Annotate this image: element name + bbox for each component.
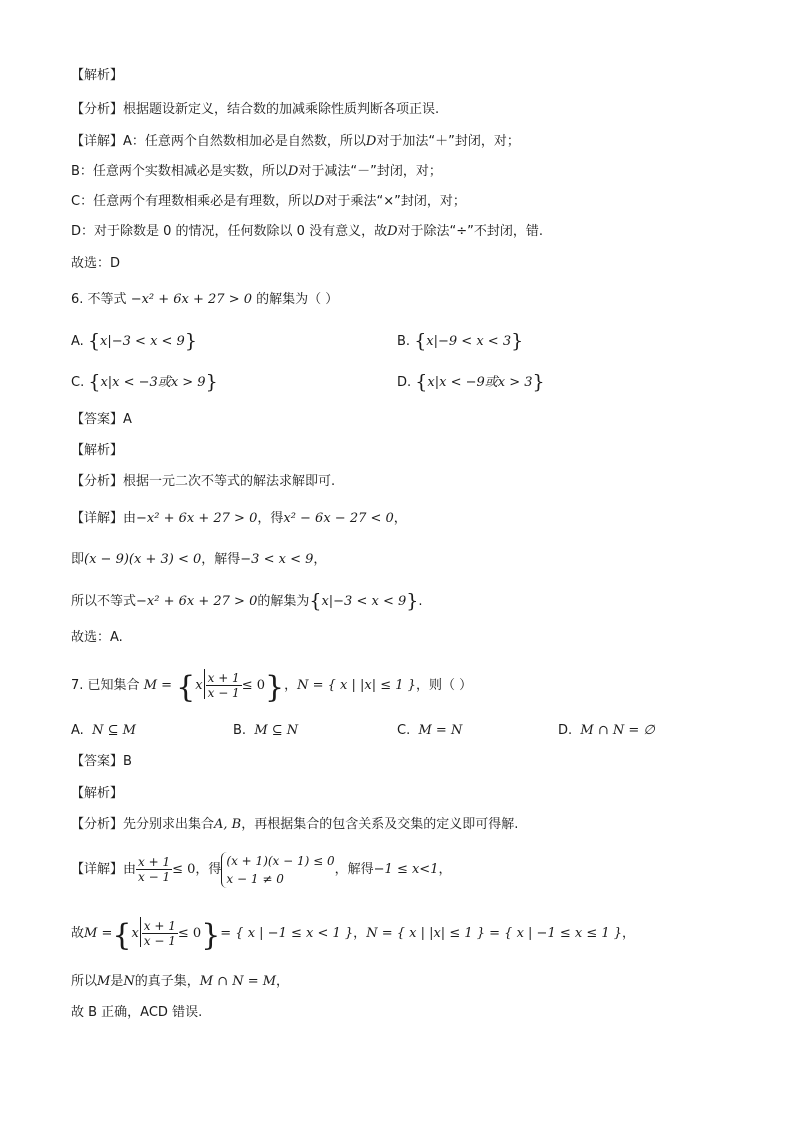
detail-b-text: B：任意两个实数相减必是实数，所以 (71, 164, 288, 179)
detail-b-tail: 对于减法“－”封闭，对； (298, 164, 442, 179)
q7-detail-2-prefix: 故 (71, 926, 85, 941)
detail-d-tail: 对于除法“÷”不封闭，错. (397, 224, 544, 239)
q7-detail-2-fraction (142, 919, 178, 948)
q7-detail-2-den: x − 1 (143, 934, 176, 948)
q6-option-c-text: x|x < −3或x > 9 (100, 375, 206, 390)
q7-option-d-text: M ∩ N = ∅ (580, 723, 655, 738)
q7-detail-3 (71, 972, 289, 992)
q6-detail-2 (71, 550, 326, 570)
analysis-heading: 【解析】 (71, 68, 124, 83)
q6-suffix: 的解集为（ ） (256, 292, 339, 307)
q7-n-set: N = { x | |x| ≤ 1 } (297, 678, 416, 693)
q7-option-b (233, 721, 298, 741)
q7-detail-3-m: M (97, 974, 111, 989)
q7-conclusion: 故 B 正确，ACD 错误. (71, 1005, 203, 1020)
q7-detail-1-den: x − 1 (138, 870, 171, 884)
q7-detail-3-n: N (123, 974, 135, 989)
detail-b (71, 162, 442, 182)
set-d-symbol: D (314, 194, 325, 209)
set-d-symbol: D (365, 134, 377, 149)
q7-detail-3-mid2: 的真子集， (134, 974, 200, 989)
set-d-symbol: D (387, 224, 398, 239)
q7-detail-1-prefix: 【详解】由 (71, 862, 137, 877)
q7-fraction (206, 671, 242, 700)
q6-inequality: −x² + 6x + 27 > 0 (130, 292, 253, 307)
question-7-stem: 7. 已知集合 M = {x $\frac{x + 1}{x - 1}$ ≤ 0}，N = { x | |x| ≤ 1 }，则（ ） (71, 670, 473, 705)
q7-analysis-prefix: 【分析】先分别求出集合 (71, 817, 215, 832)
q7-detail-2: 故M ={x $\frac{x + 1}{x - 1}$ ≤ 0}= { x | −1 ≤ x < 1 }，N = { x | |x| ≤ 1 } = { x | −1 ≤ x ≤ 1 }， (71, 918, 636, 953)
q7-detail-1-result: −1 ≤ x<1 (373, 862, 439, 877)
q7-option-c (397, 721, 462, 741)
q7-option-c-label: C. (397, 723, 411, 738)
q7-system-row-2: x − 1 ≠ 0 (226, 871, 284, 886)
q6-detail-2-result: −3 < x < 9 (240, 552, 314, 567)
q7-x: x (195, 678, 203, 693)
q7-detail-2-x: x (131, 926, 139, 941)
detail-c (71, 192, 466, 212)
q7-detail-2-end: ， (622, 926, 636, 941)
q6-detail-3-end: . (418, 594, 423, 609)
q6-option-b-text: x|−9 < x < 3 (426, 334, 512, 349)
q7-option-d-label: D. (558, 723, 573, 738)
q7-system-row-1: (x + 1)(x − 1) ≤ 0 (226, 853, 335, 868)
analysis-summary: 【分析】根据题设新定义，结合数的加减乘除性质判断各项正误. (71, 102, 440, 117)
q7-detail-3-end: ， (276, 974, 290, 989)
q6-option-a: A. {x|−3 < x < 9} (71, 330, 197, 352)
q6-option-c-label: C. (71, 375, 85, 390)
q7-detail-2-sep: ， (353, 926, 367, 941)
q7-analysis (71, 815, 518, 835)
q7-m-eq: M = (143, 678, 173, 693)
q7-analysis-heading: 【解析】 (71, 786, 124, 801)
detail-c-text: C：任意两个有理数相乘必是有理数，所以 (71, 194, 315, 209)
q6-detail-2-mid: ，解得 (201, 552, 241, 567)
q6-detail-3-ineq: −x² + 6x + 27 > 0 (136, 594, 258, 609)
q6-detail-1-mid: ，得 (257, 511, 284, 526)
q7-prefix: 7. 已知集合 (71, 678, 140, 693)
q6-detail-1-end: ， (393, 511, 407, 526)
q7-detail-2-m: M = (84, 926, 113, 941)
q6-detail-1 (71, 509, 407, 529)
q7-analysis-suffix: ，再根据集合的包含关系及交集的定义即可得解. (241, 817, 519, 832)
detail-d (71, 222, 543, 242)
detail-a-text: 【详解】A：任意两个自然数相加必是自然数，所以 (71, 134, 366, 149)
q7-option-d (558, 721, 655, 741)
q7-suffix: ，则（ ） (415, 678, 473, 693)
q6-option-a-label: A. (71, 334, 84, 349)
q6-detail-2-factored: (x − 9)(x + 3) < 0 (84, 552, 202, 567)
q6-analysis-heading: 【解析】 (71, 443, 124, 458)
q7-detail-1-num: x + 1 (138, 855, 171, 869)
q7-detail-2-set: = { x | −1 ≤ x < 1 } (220, 926, 354, 941)
q6-option-d-text: x|x < −9或x > 3 (427, 375, 533, 390)
q7-option-a (71, 721, 136, 741)
q6-option-d: D. {x|x < −9或x > 3} (397, 371, 545, 393)
q6-detail-1-ineq2: x² − 6x − 27 < 0 (283, 511, 394, 526)
q7-fraction-num: x + 1 (207, 671, 240, 685)
q7-detail-1-le0: ≤ 0 (172, 862, 196, 877)
q6-analysis: 【分析】根据一元二次不等式的解法求解即可. (71, 474, 336, 489)
q6-answer: 【答案】A (71, 412, 132, 427)
detail-d-text: D：对于除数是 0 的情况，任何数除以 0 没有意义，故 (71, 224, 388, 239)
q6-detail-1-prefix: 【详解】由 (71, 511, 137, 526)
set-d-symbol: D (287, 164, 299, 179)
detail-c-tail: 对于乘法“×”封闭，对； (324, 194, 466, 209)
q6-option-b: B. {x|−9 < x < 3} (397, 330, 524, 352)
q7-answer: 【答案】B (71, 754, 132, 769)
q6-option-a-text: x|−3 < x < 9 (100, 334, 185, 349)
choice-5: 故选：D (71, 256, 121, 271)
q7-detail-1-tail: ，解得 (334, 862, 374, 877)
q6-prefix: 6. 不等式 (71, 292, 127, 307)
q7-option-a-label: A. (71, 723, 84, 738)
q6-detail-3-prefix: 所以不等式 (71, 594, 137, 609)
q7-sep: ， (284, 678, 298, 693)
q6-choice: 故选：A. (71, 630, 123, 645)
q7-detail-2-num: x + 1 (143, 919, 176, 933)
q6-option-d-label: D. (397, 375, 412, 390)
q7-analysis-sets: A, B (214, 817, 242, 832)
q6-detail-3-mid: 的解集为 (257, 594, 310, 609)
q7-detail-1-end: ， (438, 862, 452, 877)
q7-detail-2-n: N = { x | |x| ≤ 1 } = { x | −1 ≤ x ≤ 1 } (366, 926, 623, 941)
q7-detail-1 (71, 850, 452, 890)
q7-le0: ≤ 0 (241, 678, 265, 693)
q7-option-b-label: B. (233, 723, 247, 738)
q7-detail-2-le0: ≤ 0 (177, 926, 202, 941)
q7-system (221, 852, 334, 888)
q6-detail-1-ineq: −x² + 6x + 27 > 0 (136, 511, 258, 526)
q6-detail-2-prefix: 即 (71, 552, 85, 567)
detail-a (71, 132, 520, 152)
q7-detail-1-mid: ，得 (195, 862, 222, 877)
q6-detail-3: 所以不等式−x² + 6x + 27 > 0的解集为{x|−3 < x < 9}. (71, 590, 423, 612)
question-6-stem (71, 290, 338, 310)
q6-detail-3-set: x|−3 < x < 9 (321, 594, 407, 609)
q7-detail-3-mid: 是 (110, 974, 124, 989)
q7-fraction-den: x − 1 (207, 686, 240, 700)
q7-option-c-text: M = N (418, 723, 463, 738)
q7-detail-3-rel: M ∩ N = M (199, 974, 277, 989)
q6-detail-2-end: ， (313, 552, 327, 567)
detail-a-tail: 对于加法“＋”封闭，对； (376, 134, 520, 149)
q6-option-c: C. {x|x < −3或x > 9} (71, 371, 218, 393)
q7-option-a-text: N ⊆ M (92, 723, 136, 738)
q6-option-b-label: B. (397, 334, 411, 349)
q7-option-b-text: M ⊆ N (254, 723, 299, 738)
q7-detail-3-prefix: 所以 (71, 974, 98, 989)
q7-detail-1-fraction (136, 855, 172, 884)
